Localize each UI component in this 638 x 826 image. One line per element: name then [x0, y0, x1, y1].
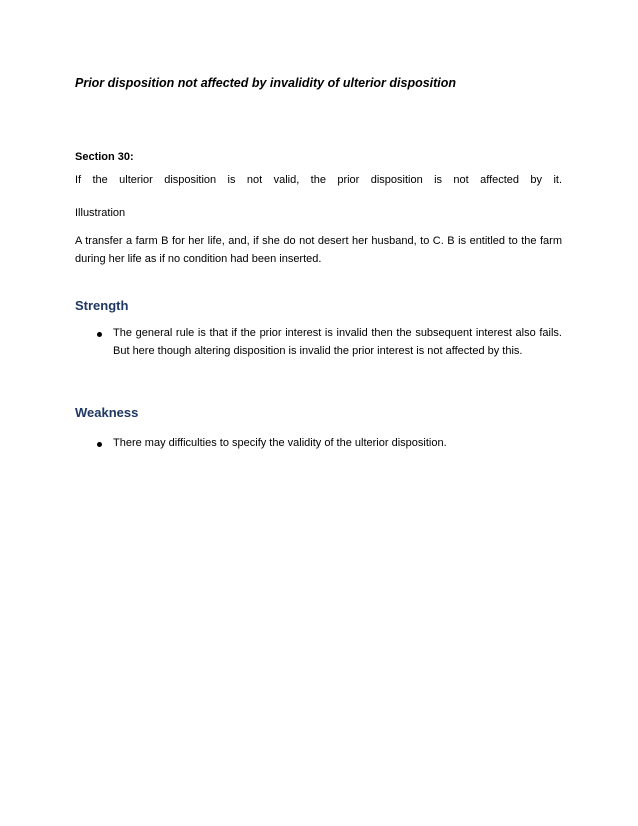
weakness-bullet-text: There may difficulties to specify the validity of the ulterior disposition. — [113, 437, 447, 449]
weakness-list — [75, 435, 562, 453]
list-item — [75, 325, 562, 360]
weakness-heading: Weakness — [75, 405, 139, 420]
strength-heading: Strength — [75, 298, 129, 313]
strength-bullet-text: The general rule is that if the prior interest is invalid then the subsequent interest also fails. But here though altering disposition is invalid the prior interest is not affected by this. — [113, 327, 562, 357]
strength-list — [75, 325, 562, 360]
bullet-icon — [97, 332, 102, 337]
illustration-paragraph: A transfer a farm B for her life, and, if she do not desert her husband, to C. B is entitled to the farm during her life as if no condition had been inserted. — [75, 235, 562, 265]
document-title: Prior disposition not affected by invalidity of ulterior disposition — [75, 76, 457, 90]
illustration-label: Illustration — [75, 207, 126, 219]
section-label: Section 30: — [75, 151, 134, 163]
list-item — [75, 435, 562, 453]
bullet-icon — [97, 442, 102, 447]
section-text-paragraph: If the ulterior disposition is not valid, the prior disposition is not affected by it. — [75, 174, 562, 186]
